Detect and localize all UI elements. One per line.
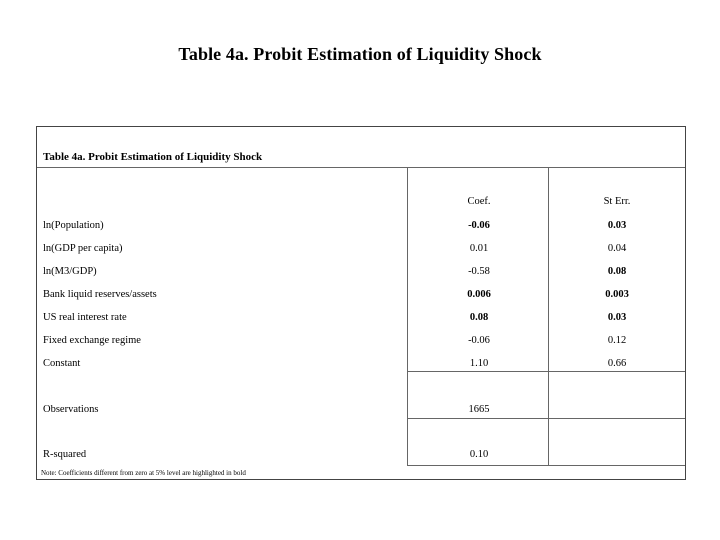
table-note: Note: Coefficients different from zero at 5% level are highlighted in bold [41, 469, 246, 477]
header-coef: Coef. [467, 196, 491, 207]
row-label: Constant [43, 358, 81, 369]
stats-divider-bottom [407, 465, 685, 466]
column-divider-1 [407, 167, 408, 465]
stats-divider-top [407, 371, 685, 372]
observations-value: 1665 [468, 404, 490, 415]
se-value: 0.04 [607, 243, 627, 254]
se-value: 0.08 [607, 266, 627, 277]
r-squared-value: 0.10 [469, 449, 489, 460]
se-value: 0.03 [607, 312, 627, 323]
row-label: ln(Population) [43, 220, 104, 231]
se-value: 0.003 [605, 289, 629, 300]
row-label: Bank liquid reserves/assets [43, 289, 157, 300]
coef-value: 0.01 [469, 243, 489, 254]
row-label: ln(GDP per capita) [43, 243, 123, 254]
regression-table [36, 126, 686, 480]
row-label: Fixed exchange regime [43, 335, 141, 346]
se-value: 0.66 [607, 358, 627, 369]
caption-divider [37, 167, 685, 168]
slide-title: Table 4a. Probit Estimation of Liquidity Shock [178, 44, 542, 64]
header-st-err: St Err. [603, 196, 631, 207]
coef-value: -0.06 [468, 220, 490, 231]
row-label: ln(M3/GDP) [43, 266, 97, 277]
coef-value: -0.58 [468, 266, 490, 277]
se-value: 0.12 [607, 335, 627, 346]
stats-divider-mid [407, 418, 685, 419]
coef-value: 1.10 [469, 358, 489, 369]
r-squared-label: R-squared [43, 449, 87, 460]
table-caption: Table 4a. Probit Estimation of Liquidity Shock [43, 151, 263, 163]
se-value: 0.03 [607, 220, 627, 231]
coef-value: -0.06 [468, 335, 490, 346]
row-label: US real interest rate [43, 312, 127, 323]
coef-value: 0.08 [469, 312, 489, 323]
column-divider-2 [548, 167, 549, 465]
coef-value: 0.006 [467, 289, 491, 300]
observations-label: Observations [43, 404, 99, 415]
